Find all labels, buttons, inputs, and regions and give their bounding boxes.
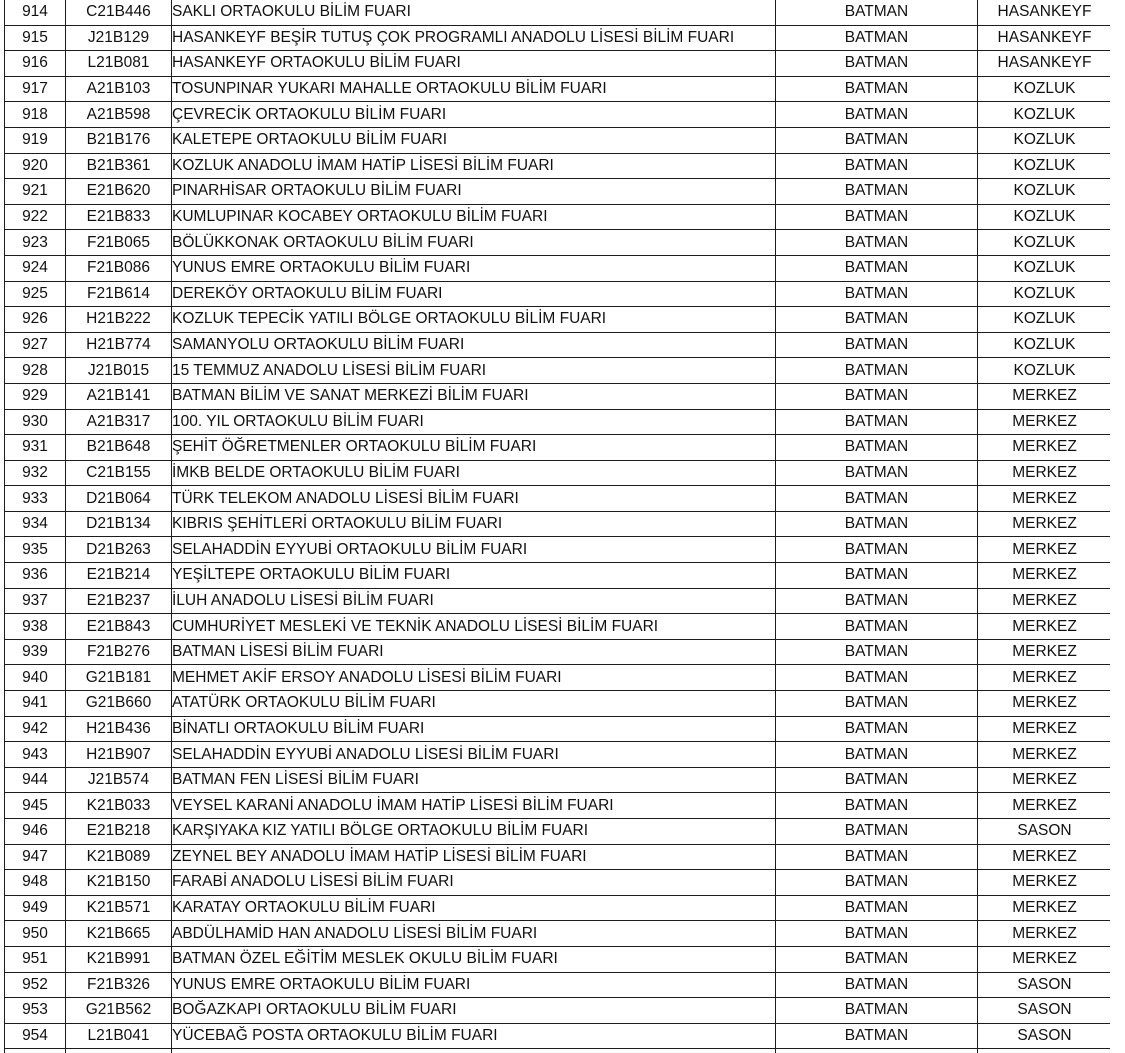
district-cell: SASON — [978, 819, 1111, 845]
table-row — [5, 819, 1111, 845]
province-cell: BATMAN — [776, 230, 978, 256]
table-row — [5, 1023, 1111, 1049]
province-cell: BATMAN — [776, 51, 978, 77]
province-cell: BATMAN — [776, 870, 978, 896]
school-code-cell: J21B129 — [66, 25, 172, 51]
table-row — [5, 998, 1111, 1024]
school-code-cell: F21B614 — [66, 281, 172, 307]
district-cell: SASON — [978, 998, 1111, 1024]
row-number-cell: 934 — [5, 511, 66, 537]
school-code-cell: H21B907 — [66, 742, 172, 768]
table-row — [5, 127, 1111, 153]
province-cell: BATMAN — [776, 742, 978, 768]
table-row — [5, 614, 1111, 640]
school-code-cell: F21B326 — [66, 972, 172, 998]
district-cell: MERKEZ — [978, 742, 1111, 768]
table-row — [5, 563, 1111, 589]
province-cell: BATMAN — [776, 332, 978, 358]
district-cell: MERKEZ — [978, 691, 1111, 717]
district-cell: MERKEZ — [978, 537, 1111, 563]
row-number-cell: 927 — [5, 332, 66, 358]
province-cell: BATMAN — [776, 946, 978, 972]
fair-name-cell: MEHMET AKİF ERSOY ANADOLU LİSESİ BİLİM FUARI — [172, 665, 776, 691]
row-number-cell: 914 — [5, 0, 66, 25]
province-cell: BATMAN — [776, 563, 978, 589]
province-cell: BATMAN — [776, 102, 978, 128]
fair-name-cell: KUMLUPINAR KOCABEY ORTAOKULU BİLİM FUARI — [172, 204, 776, 230]
fair-name-cell: KOZLUK TEPECİK YATILI BÖLGE ORTAOKULU BİLİM FUARI — [172, 307, 776, 333]
fair-name-cell: SAMANYOLU ORTAOKULU BİLİM FUARI — [172, 332, 776, 358]
row-number-cell: 936 — [5, 563, 66, 589]
province-cell: BATMAN — [776, 409, 978, 435]
table-row — [5, 76, 1111, 102]
district-cell: MERKEZ — [978, 588, 1111, 614]
district-cell: MERKEZ — [978, 665, 1111, 691]
table-row — [5, 895, 1111, 921]
fair-name-cell: TÜRK TELEKOM ANADOLU LİSESİ BİLİM FUARI — [172, 486, 776, 512]
province-cell: BATMAN — [776, 588, 978, 614]
school-code-cell: D21B263 — [66, 537, 172, 563]
province-cell: BATMAN — [776, 1023, 978, 1049]
fair-name-cell: YEŞİLTEPE ORTAOKULU BİLİM FUARI — [172, 563, 776, 589]
row-number-cell: 950 — [5, 921, 66, 947]
table-row — [5, 716, 1111, 742]
fair-name-cell: YÜCEBAĞ POSTA ORTAOKULU BİLİM FUARI — [172, 1023, 776, 1049]
fair-name-cell: VEYSEL KARANİ ANADOLU İMAM HATİP LİSESİ BİLİM FUARI — [172, 793, 776, 819]
fair-name-cell: HASANKEYF BEŞİR TUTUŞ ÇOK PROGRAMLI ANADOLU LİSESİ BİLİM FUARI — [172, 25, 776, 51]
row-number-cell: 929 — [5, 383, 66, 409]
table-row — [5, 25, 1111, 51]
row-number-cell: 923 — [5, 230, 66, 256]
school-code-cell: H21B222 — [66, 307, 172, 333]
school-code-cell: G21B660 — [66, 691, 172, 717]
school-code-cell: B21B648 — [66, 435, 172, 461]
table-body — [5, 0, 1111, 1053]
school-code-cell: H21B436 — [66, 716, 172, 742]
school-code-cell: G21B562 — [66, 998, 172, 1024]
row-number-cell: 953 — [5, 998, 66, 1024]
table-row — [5, 665, 1111, 691]
district-cell: MERKEZ — [978, 563, 1111, 589]
district-cell: KOZLUK — [978, 179, 1111, 205]
table-row — [5, 255, 1111, 281]
row-number-cell: 930 — [5, 409, 66, 435]
district-cell: MERKEZ — [978, 486, 1111, 512]
school-code-cell: K21B665 — [66, 921, 172, 947]
fair-name-cell: KIBRIS ŞEHİTLERİ ORTAOKULU BİLİM FUARI — [172, 511, 776, 537]
province-cell: BATMAN — [776, 76, 978, 102]
table-row — [5, 639, 1111, 665]
school-code-cell: K21B150 — [66, 870, 172, 896]
row-number-cell: 951 — [5, 946, 66, 972]
province-cell: BATMAN — [776, 281, 978, 307]
school-code-cell: L21B081 — [66, 51, 172, 77]
district-cell: KOZLUK — [978, 102, 1111, 128]
fair-name-cell: BATMAN FEN LİSESİ BİLİM FUARI — [172, 767, 776, 793]
fair-name-cell: BATMAN LİSESİ BİLİM FUARI — [172, 639, 776, 665]
fair-name-cell: YUNUS EMRE ORTAOKULU BİLİM FUARI — [172, 255, 776, 281]
province-cell: BATMAN — [776, 691, 978, 717]
row-number-cell: 938 — [5, 614, 66, 640]
school-code-cell: A21B141 — [66, 383, 172, 409]
row-number-cell: 944 — [5, 767, 66, 793]
district-cell: KOZLUK — [978, 255, 1111, 281]
row-number-cell: 931 — [5, 435, 66, 461]
row-number-cell: 922 — [5, 204, 66, 230]
row-number-cell: 915 — [5, 25, 66, 51]
table-row — [5, 588, 1111, 614]
province-cell: BATMAN — [776, 921, 978, 947]
table-row — [5, 51, 1111, 77]
table-row — [5, 409, 1111, 435]
province-cell: BATMAN — [776, 25, 978, 51]
table-row — [5, 946, 1111, 972]
table-row — [5, 0, 1111, 25]
table-row — [5, 179, 1111, 205]
row-number-cell: 949 — [5, 895, 66, 921]
fair-name-cell: KARATAY ORTAOKULU BİLİM FUARI — [172, 895, 776, 921]
fair-name-cell: ZEYNEL BEY ANADOLU İMAM HATİP LİSESİ BİLİM FUARI — [172, 844, 776, 870]
province-cell: BATMAN — [776, 793, 978, 819]
district-cell: MERKEZ — [978, 793, 1111, 819]
row-number-cell: 928 — [5, 358, 66, 384]
school-code-cell: F21B086 — [66, 255, 172, 281]
school-code-cell: F21B065 — [66, 230, 172, 256]
school-code-cell: L21B041 — [66, 1023, 172, 1049]
row-number-cell: 947 — [5, 844, 66, 870]
row-number-cell: 943 — [5, 742, 66, 768]
district-cell: MERKEZ — [978, 767, 1111, 793]
fair-name-cell: TOSUNPINAR YUKARI MAHALLE ORTAOKULU BİLİM FUARI — [172, 76, 776, 102]
fair-name-cell: ÇEVRECİK ORTAOKULU BİLİM FUARI — [172, 102, 776, 128]
row-number-cell: 933 — [5, 486, 66, 512]
table-row — [5, 383, 1111, 409]
row-number-cell: 945 — [5, 793, 66, 819]
fair-name-cell: PINARHİSAR ORTAOKULU BİLİM FUARI — [172, 179, 776, 205]
district-cell: SASON — [978, 1023, 1111, 1049]
row-number-cell — [5, 1049, 66, 1053]
school-code-cell: K21B089 — [66, 844, 172, 870]
province-cell: BATMAN — [776, 614, 978, 640]
table-row — [5, 358, 1111, 384]
province-cell: BATMAN — [776, 358, 978, 384]
row-number-cell: 941 — [5, 691, 66, 717]
fair-name-cell: BATMAN BİLİM VE SANAT MERKEZİ BİLİM FUARI — [172, 383, 776, 409]
table-row — [5, 307, 1111, 333]
document-sheet — [4, 0, 1110, 1053]
fair-name-cell — [172, 1049, 776, 1053]
row-number-cell: 920 — [5, 153, 66, 179]
table-row — [5, 537, 1111, 563]
district-cell: KOZLUK — [978, 230, 1111, 256]
row-number-cell: 921 — [5, 179, 66, 205]
province-cell: BATMAN — [776, 639, 978, 665]
row-number-cell: 918 — [5, 102, 66, 128]
school-code-cell: K21B571 — [66, 895, 172, 921]
school-code-cell: E21B620 — [66, 179, 172, 205]
row-number-cell: 926 — [5, 307, 66, 333]
row-number-cell: 939 — [5, 639, 66, 665]
school-code-cell: H21B774 — [66, 332, 172, 358]
school-code-cell: E21B833 — [66, 204, 172, 230]
row-number-cell: 916 — [5, 51, 66, 77]
fair-name-cell: HASANKEYF ORTAOKULU BİLİM FUARI — [172, 51, 776, 77]
table-row — [5, 691, 1111, 717]
school-code-cell — [66, 1049, 172, 1053]
row-number-cell: 942 — [5, 716, 66, 742]
province-cell: BATMAN — [776, 665, 978, 691]
fair-name-cell: BÖLÜKKONAK ORTAOKULU BİLİM FUARI — [172, 230, 776, 256]
district-cell: MERKEZ — [978, 716, 1111, 742]
row-number-cell: 952 — [5, 972, 66, 998]
table-row — [5, 102, 1111, 128]
table-row — [5, 511, 1111, 537]
fair-name-cell: ABDÜLHAMİD HAN ANADOLU LİSESİ BİLİM FUARI — [172, 921, 776, 947]
fair-name-cell: CUMHURİYET MESLEKİ VE TEKNİK ANADOLU LİSESİ BİLİM FUARI — [172, 614, 776, 640]
table-row — [5, 742, 1111, 768]
district-cell: KOZLUK — [978, 281, 1111, 307]
province-cell: BATMAN — [776, 819, 978, 845]
fair-name-cell: BİNATLI ORTAOKULU BİLİM FUARI — [172, 716, 776, 742]
province-cell: BATMAN — [776, 537, 978, 563]
school-code-cell: A21B598 — [66, 102, 172, 128]
school-code-cell: E21B843 — [66, 614, 172, 640]
district-cell: MERKEZ — [978, 435, 1111, 461]
fair-name-cell: ATATÜRK ORTAOKULU BİLİM FUARI — [172, 691, 776, 717]
table-row — [5, 767, 1111, 793]
row-number-cell: 924 — [5, 255, 66, 281]
district-cell: HASANKEYF — [978, 0, 1111, 25]
fair-name-cell: 15 TEMMUZ ANADOLU LİSESİ BİLİM FUARI — [172, 358, 776, 384]
table-row — [5, 281, 1111, 307]
district-cell — [978, 1049, 1111, 1053]
school-code-cell: C21B155 — [66, 460, 172, 486]
district-cell: MERKEZ — [978, 895, 1111, 921]
province-cell: BATMAN — [776, 153, 978, 179]
row-number-cell: 954 — [5, 1023, 66, 1049]
fair-name-cell: YUNUS EMRE ORTAOKULU BİLİM FUARI — [172, 972, 776, 998]
row-number-cell: 925 — [5, 281, 66, 307]
table-row — [5, 230, 1111, 256]
district-cell: HASANKEYF — [978, 51, 1111, 77]
province-cell: BATMAN — [776, 767, 978, 793]
province-cell: BATMAN — [776, 435, 978, 461]
table-row — [5, 153, 1111, 179]
district-cell: MERKEZ — [978, 460, 1111, 486]
district-cell: KOZLUK — [978, 153, 1111, 179]
province-cell: BATMAN — [776, 486, 978, 512]
fair-name-cell: SELAHADDİN EYYUBİ ANADOLU LİSESİ BİLİM FUARI — [172, 742, 776, 768]
school-code-cell: D21B064 — [66, 486, 172, 512]
row-number-cell: 935 — [5, 537, 66, 563]
fair-name-cell: SELAHADDİN EYYUBİ ORTAOKULU BİLİM FUARI — [172, 537, 776, 563]
school-code-cell: C21B446 — [66, 0, 172, 25]
fair-name-cell: ŞEHİT ÖĞRETMENLER ORTAOKULU BİLİM FUARI — [172, 435, 776, 461]
fair-name-cell: İMKB BELDE ORTAOKULU BİLİM FUARI — [172, 460, 776, 486]
table-row — [5, 972, 1111, 998]
fair-name-cell: BATMAN ÖZEL EĞİTİM MESLEK OKULU BİLİM FUARI — [172, 946, 776, 972]
province-cell: BATMAN — [776, 511, 978, 537]
district-cell: KOZLUK — [978, 332, 1111, 358]
school-code-cell: E21B218 — [66, 819, 172, 845]
row-number-cell: 917 — [5, 76, 66, 102]
school-code-cell: A21B317 — [66, 409, 172, 435]
fair-name-cell: KALETEPE ORTAOKULU BİLİM FUARI — [172, 127, 776, 153]
table-row — [5, 332, 1111, 358]
row-number-cell: 940 — [5, 665, 66, 691]
school-code-cell: B21B176 — [66, 127, 172, 153]
province-cell: BATMAN — [776, 998, 978, 1024]
fair-name-cell: KARŞIYAKA KIZ YATILI BÖLGE ORTAOKULU BİLİM FUARI — [172, 819, 776, 845]
table-row — [5, 870, 1111, 896]
school-code-cell: J21B574 — [66, 767, 172, 793]
district-cell: SASON — [978, 972, 1111, 998]
school-code-cell: F21B276 — [66, 639, 172, 665]
district-cell: MERKEZ — [978, 639, 1111, 665]
district-cell: KOZLUK — [978, 127, 1111, 153]
province-cell: BATMAN — [776, 383, 978, 409]
fair-name-cell: SAKLI ORTAOKULU BİLİM FUARI — [172, 0, 776, 25]
school-code-cell: J21B015 — [66, 358, 172, 384]
school-code-cell: E21B214 — [66, 563, 172, 589]
district-cell: MERKEZ — [978, 511, 1111, 537]
school-code-cell: G21B181 — [66, 665, 172, 691]
province-cell: BATMAN — [776, 307, 978, 333]
province-cell: BATMAN — [776, 204, 978, 230]
district-cell: MERKEZ — [978, 921, 1111, 947]
district-cell: MERKEZ — [978, 409, 1111, 435]
province-cell — [776, 1049, 978, 1053]
school-code-cell: D21B134 — [66, 511, 172, 537]
fair-name-cell: KOZLUK ANADOLU İMAM HATİP LİSESİ BİLİM FUARI — [172, 153, 776, 179]
table-row — [5, 921, 1111, 947]
province-cell: BATMAN — [776, 895, 978, 921]
province-cell: BATMAN — [776, 0, 978, 25]
row-number-cell: 946 — [5, 819, 66, 845]
school-code-cell: E21B237 — [66, 588, 172, 614]
district-cell: KOZLUK — [978, 204, 1111, 230]
district-cell: MERKEZ — [978, 946, 1111, 972]
school-code-cell: B21B361 — [66, 153, 172, 179]
province-cell: BATMAN — [776, 972, 978, 998]
province-cell: BATMAN — [776, 179, 978, 205]
school-code-cell: A21B103 — [66, 76, 172, 102]
row-number-cell: 948 — [5, 870, 66, 896]
fair-name-cell: DEREKÖY ORTAOKULU BİLİM FUARI — [172, 281, 776, 307]
district-cell: MERKEZ — [978, 844, 1111, 870]
fair-name-cell: 100. YIL ORTAOKULU BİLİM FUARI — [172, 409, 776, 435]
row-number-cell: 919 — [5, 127, 66, 153]
district-cell: MERKEZ — [978, 383, 1111, 409]
province-cell: BATMAN — [776, 127, 978, 153]
table-row — [5, 460, 1111, 486]
table-row — [5, 793, 1111, 819]
district-cell: KOZLUK — [978, 307, 1111, 333]
school-code-cell: K21B991 — [66, 946, 172, 972]
district-cell: KOZLUK — [978, 76, 1111, 102]
fair-name-cell: BOĞAZKAPI ORTAOKULU BİLİM FUARI — [172, 998, 776, 1024]
row-number-cell: 932 — [5, 460, 66, 486]
fair-name-cell: İLUH ANADOLU LİSESİ BİLİM FUARI — [172, 588, 776, 614]
table-row — [5, 435, 1111, 461]
district-cell: MERKEZ — [978, 870, 1111, 896]
row-number-cell: 937 — [5, 588, 66, 614]
province-cell: BATMAN — [776, 844, 978, 870]
province-cell: BATMAN — [776, 460, 978, 486]
table-row — [5, 844, 1111, 870]
table-row — [5, 486, 1111, 512]
science-fair-table — [4, 0, 1110, 1053]
table-row — [5, 204, 1111, 230]
district-cell: MERKEZ — [978, 614, 1111, 640]
district-cell: HASANKEYF — [978, 25, 1111, 51]
school-code-cell: K21B033 — [66, 793, 172, 819]
province-cell: BATMAN — [776, 255, 978, 281]
table-row-partial — [5, 1049, 1111, 1053]
district-cell: KOZLUK — [978, 358, 1111, 384]
province-cell: BATMAN — [776, 716, 978, 742]
fair-name-cell: FARABİ ANADOLU LİSESİ BİLİM FUARI — [172, 870, 776, 896]
